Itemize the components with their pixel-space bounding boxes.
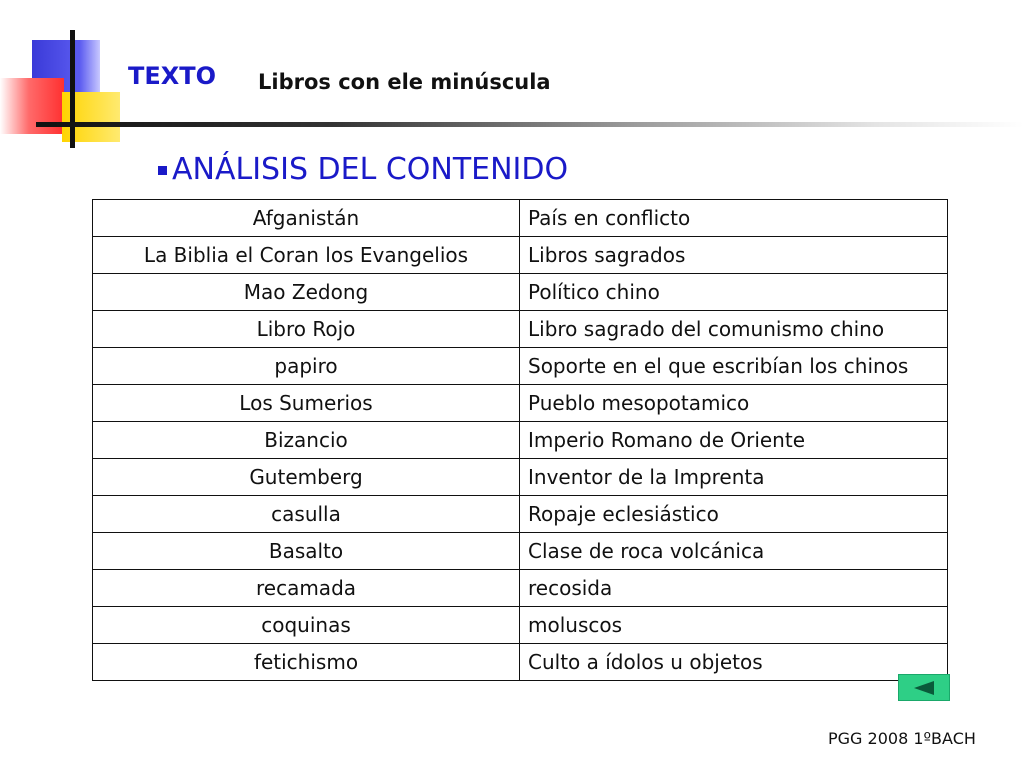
definition-cell: Político chino bbox=[520, 274, 948, 311]
table-row bbox=[93, 533, 948, 570]
term-cell: Basalto bbox=[93, 533, 520, 570]
term-cell: fetichismo bbox=[93, 644, 520, 681]
definition-cell: recosida bbox=[520, 570, 948, 607]
definition-cell: Pueblo mesopotamico bbox=[520, 385, 948, 422]
term-cell: La Biblia el Coran los Evangelios bbox=[93, 237, 520, 274]
decor-vertical-line bbox=[70, 30, 75, 148]
content-table-body bbox=[93, 200, 948, 681]
section-heading-text: ANÁLISIS DEL CONTENIDO bbox=[172, 152, 569, 187]
definition-cell: Culto a ídolos u objetos bbox=[520, 644, 948, 681]
footer-text: PGG 2008 1ºBACH bbox=[828, 729, 976, 748]
table-row bbox=[93, 274, 948, 311]
slide-subtitle: Libros con ele minúscula bbox=[258, 70, 551, 94]
term-cell: casulla bbox=[93, 496, 520, 533]
definition-cell: Ropaje eclesiástico bbox=[520, 496, 948, 533]
table-row bbox=[93, 644, 948, 681]
slide-label: TEXTO bbox=[128, 62, 217, 90]
table-row bbox=[93, 311, 948, 348]
definition-cell: Inventor de la Imprenta bbox=[520, 459, 948, 496]
term-cell: coquinas bbox=[93, 607, 520, 644]
term-cell: Gutemberg bbox=[93, 459, 520, 496]
definition-cell: Libro sagrado del comunismo chino bbox=[520, 311, 948, 348]
table-row bbox=[93, 570, 948, 607]
definition-cell: País en conflicto bbox=[520, 200, 948, 237]
definition-cell: Imperio Romano de Oriente bbox=[520, 422, 948, 459]
table-row bbox=[93, 496, 948, 533]
term-cell: Los Sumerios bbox=[93, 385, 520, 422]
decor-horizontal-line bbox=[36, 122, 1024, 127]
term-cell: Bizancio bbox=[93, 422, 520, 459]
term-cell: Mao Zedong bbox=[93, 274, 520, 311]
term-cell: recamada bbox=[93, 570, 520, 607]
definition-cell: Clase de roca volcánica bbox=[520, 533, 948, 570]
definition-cell: moluscos bbox=[520, 607, 948, 644]
content-table bbox=[92, 199, 948, 681]
back-arrow-icon bbox=[911, 680, 937, 696]
term-cell: Afganistán bbox=[93, 200, 520, 237]
back-button[interactable] bbox=[898, 674, 950, 701]
table-row bbox=[93, 607, 948, 644]
term-cell: papiro bbox=[93, 348, 520, 385]
definition-cell: Libros sagrados bbox=[520, 237, 948, 274]
table-row bbox=[93, 459, 948, 496]
term-cell: Libro Rojo bbox=[93, 311, 520, 348]
table-row bbox=[93, 385, 948, 422]
definition-cell: Soporte en el que escribían los chinos bbox=[520, 348, 948, 385]
table-row bbox=[93, 422, 948, 459]
table-row bbox=[93, 348, 948, 385]
section-heading bbox=[158, 152, 568, 187]
table-row bbox=[93, 237, 948, 274]
table-row bbox=[93, 200, 948, 237]
bullet-icon bbox=[158, 166, 167, 175]
